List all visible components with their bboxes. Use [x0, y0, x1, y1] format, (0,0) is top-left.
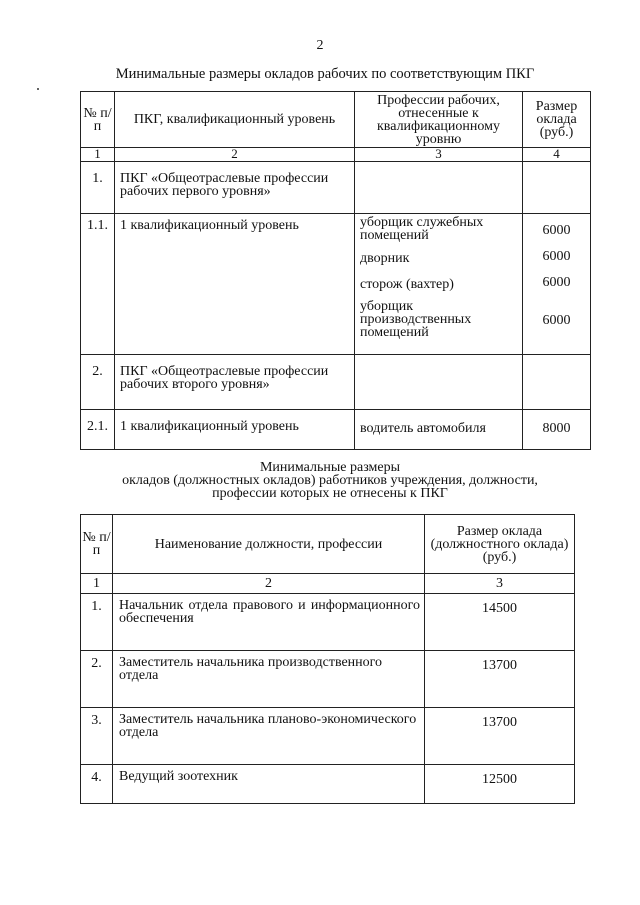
header-number: № п/п — [81, 92, 115, 148]
section2-title — [80, 461, 580, 500]
pkg-name: ПКГ «Общеотраслевые профессии рабочих второго уровня» — [115, 355, 355, 410]
table-row — [81, 162, 591, 214]
salary-value: 6000 — [542, 249, 571, 264]
empty-cell — [355, 162, 523, 214]
column-number-row — [81, 148, 591, 162]
row-number: 1. — [81, 162, 115, 214]
row-number: 2.1. — [81, 410, 115, 450]
column-number-row — [81, 574, 575, 594]
table-row — [81, 765, 575, 804]
row-number: 1. — [81, 594, 113, 651]
salary-value: 14500 — [425, 594, 575, 651]
salary-value: 6000 — [542, 223, 571, 238]
page-number: 2 — [316, 38, 324, 53]
column-number: 1 — [81, 148, 115, 162]
position-name: Заместитель начальника производственного отдела — [113, 651, 425, 708]
profession-name: сторож (вахтер) — [360, 277, 454, 292]
table-header-row — [81, 92, 591, 148]
section1-title: Минимальные размеры окладов рабочих по соответствующим ПКГ — [115, 66, 535, 82]
position-name: Заместитель начальника планово-экономического отдела — [113, 708, 425, 765]
header-pkg-level: ПКГ, квалификационный уровень — [115, 92, 355, 148]
header-position: Наименование должности, профессии — [113, 515, 425, 574]
position-name: Начальник отдела правового и информационного обеспечения — [113, 594, 425, 651]
empty-cell — [523, 162, 591, 214]
column-number: 2 — [113, 574, 425, 594]
table-row — [81, 355, 591, 410]
row-number: 2. — [81, 355, 115, 410]
profession-name: водитель автомобиля — [355, 410, 523, 450]
empty-cell — [523, 355, 591, 410]
column-number: 3 — [425, 574, 575, 594]
table-row — [81, 651, 575, 708]
salary-value: 13700 — [425, 708, 575, 765]
qualification-level: 1 квалификационный уровень — [115, 410, 355, 450]
header-salary: Размер оклада (руб.) — [523, 92, 591, 148]
salary-value: 13700 — [425, 651, 575, 708]
row-number: 2. — [81, 651, 113, 708]
section2-title-line: профессии которых не отнесены к ПКГ — [212, 486, 448, 501]
salary-value: 8000 — [523, 410, 591, 450]
table-header-row — [81, 515, 575, 574]
row-number: 4. — [81, 765, 113, 804]
empty-cell — [355, 355, 523, 410]
worker-salary-table — [80, 91, 591, 450]
row-number: 1.1. — [81, 214, 115, 355]
section2-title-line: окладов (должностных окладов) работников учреждения, должности, — [122, 473, 538, 488]
staff-salary-table — [80, 514, 575, 804]
column-number: 1 — [81, 574, 113, 594]
table-row — [81, 594, 575, 651]
scan-speck — [37, 88, 39, 90]
table-row — [81, 708, 575, 765]
profession-name: уборщик служебных помещений — [360, 215, 484, 243]
section2-title-line: Минимальные размеры — [259, 460, 401, 475]
qualification-level: 1 квалификационный уровень — [115, 214, 355, 355]
profession-name: уборщик производственных помещений — [360, 299, 472, 340]
column-number: 4 — [523, 148, 591, 162]
salary-value: 6000 — [542, 313, 571, 328]
profession-list — [355, 214, 523, 355]
table-row — [81, 214, 591, 355]
salary-list — [523, 214, 591, 355]
header-professions: Профессии рабочих, отнесенные к квалификационному уровню — [355, 92, 523, 148]
row-number: 3. — [81, 708, 113, 765]
position-name: Ведущий зоотехник — [113, 765, 425, 804]
salary-value: 6000 — [542, 275, 571, 290]
column-number: 3 — [355, 148, 523, 162]
salary-value: 12500 — [425, 765, 575, 804]
column-number: 2 — [115, 148, 355, 162]
table-row — [81, 410, 591, 450]
header-number: № п/п — [81, 515, 113, 574]
header-salary: Размер оклада (должностного оклада) (руб.) — [425, 515, 575, 574]
pkg-name: ПКГ «Общеотраслевые профессии рабочих первого уровня» — [115, 162, 355, 214]
profession-name: дворник — [360, 251, 410, 266]
